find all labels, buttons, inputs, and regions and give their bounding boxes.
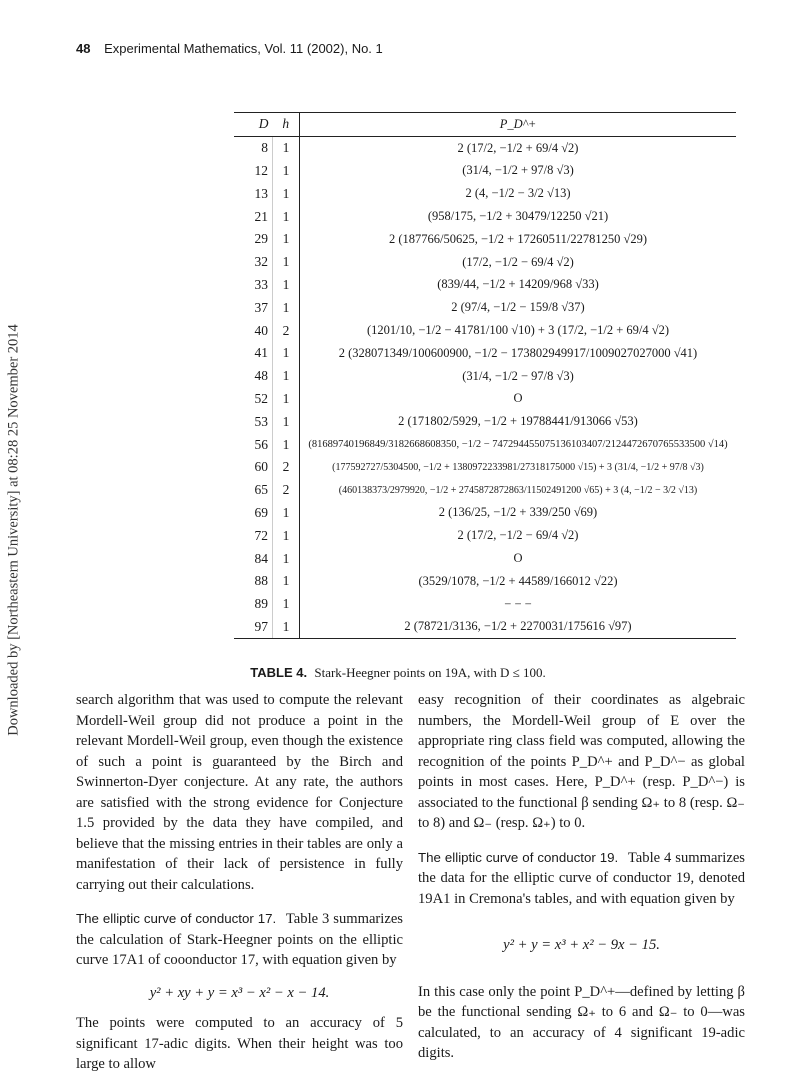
journal-title: Experimental Mathematics, Vol. 11 (2002), No. 1 bbox=[104, 41, 383, 56]
cell-point: O bbox=[300, 388, 737, 411]
cell-point: 2 (171802/5929, −1/2 + 19788441/913066 √53) bbox=[300, 410, 737, 433]
cell-h: 1 bbox=[282, 527, 290, 543]
table-row bbox=[234, 342, 736, 365]
paragraph bbox=[418, 848, 745, 910]
cell-d: 89 bbox=[234, 593, 273, 616]
table-row bbox=[234, 136, 736, 159]
table-row bbox=[234, 319, 736, 342]
cell-point: O bbox=[300, 547, 737, 570]
cell-point: 2 (17/2, −1/2 + 69/4 √2) bbox=[300, 136, 737, 159]
equation: y² + y = x³ + x² − 9x − 15. bbox=[503, 937, 660, 953]
col-header-point: P_D^+ bbox=[300, 113, 737, 137]
table-row bbox=[234, 524, 736, 547]
cell-h: 1 bbox=[282, 504, 290, 520]
cell-point: (3529/1078, −1/2 + 44589/166012 √22) bbox=[300, 570, 737, 593]
section-heading: The elliptic curve of conductor 19. bbox=[418, 849, 619, 865]
cell-h: 1 bbox=[282, 254, 290, 270]
cell-h: 1 bbox=[282, 140, 290, 156]
cell-point: 2 (187766/50625, −1/2 + 17260511/22781250 √29) bbox=[300, 228, 737, 251]
table-row bbox=[234, 365, 736, 388]
cell-point: (1201/10, −1/2 − 41781/100 √10) + 3 (17/2, −1/2 + 69/4 √2) bbox=[300, 319, 737, 342]
cell-point: 2 (4, −1/2 − 3/2 √13) bbox=[300, 182, 737, 205]
cell-h: 1 bbox=[282, 368, 290, 384]
cell-h: 1 bbox=[282, 573, 290, 589]
cell-h: 1 bbox=[282, 345, 290, 361]
cell-h: 1 bbox=[282, 413, 290, 429]
table-row bbox=[234, 251, 736, 274]
paragraph-text: Table 4 summarizes the data for the elliptic curve of conductor 19, denoted 19A1 in Cremona's tables, and with equation given by bbox=[418, 849, 745, 907]
cell-point: (31/4, −1/2 + 97/8 √3) bbox=[300, 160, 737, 183]
cell-d: 72 bbox=[234, 524, 273, 547]
table-row bbox=[234, 388, 736, 411]
download-watermark bbox=[4, 324, 24, 736]
stark-heegner-table bbox=[234, 112, 736, 639]
table-caption bbox=[0, 665, 796, 681]
cell-point: (177592727/5304500, −1/2 + 1380972233981/27318175000 √15) + 3 (31/4, −1/2 + 97/8 √3) bbox=[300, 456, 737, 479]
page-number: 48 bbox=[76, 41, 91, 56]
cell-d: 53 bbox=[234, 410, 273, 433]
cell-d: 48 bbox=[234, 365, 273, 388]
cell-point: 2 (136/25, −1/2 + 339/250 √69) bbox=[300, 502, 737, 525]
cell-point: (839/44, −1/2 + 14209/968 √33) bbox=[300, 274, 737, 297]
cell-point: 2 (328071349/100600900, −1/2 − 173802949917/1009027027000 √41) bbox=[300, 342, 737, 365]
cell-h: 2 bbox=[282, 322, 290, 338]
cell-h: 1 bbox=[282, 390, 290, 406]
table-row bbox=[234, 479, 736, 502]
caption-text: Stark-Heegner points on 19A, with D ≤ 100. bbox=[314, 665, 546, 680]
watermark-text: Downloaded by [Northeastern University] at 08:28 25 November 2014 bbox=[5, 324, 22, 736]
cell-h: 1 bbox=[282, 185, 290, 201]
table-row bbox=[234, 410, 736, 433]
cell-d: 56 bbox=[234, 433, 273, 456]
cell-d: 41 bbox=[234, 342, 273, 365]
cell-d: 88 bbox=[234, 570, 273, 593]
cell-point: (31/4, −1/2 − 97/8 √3) bbox=[300, 365, 737, 388]
cell-d: 40 bbox=[234, 319, 273, 342]
cell-d: 65 bbox=[234, 479, 273, 502]
cell-d: 8 bbox=[234, 136, 273, 159]
cell-point: (81689740196849/3182668608350, −1/2 − 747294455075136103407/2124472670765533500 √14) bbox=[300, 433, 737, 456]
table-row bbox=[234, 502, 736, 525]
cell-d: 29 bbox=[234, 228, 273, 251]
running-header bbox=[76, 41, 383, 56]
cell-point: (958/175, −1/2 + 30479/12250 √21) bbox=[300, 205, 737, 228]
cell-point: 2 (78721/3136, −1/2 + 2270031/175616 √97) bbox=[300, 616, 737, 639]
cell-point: (460138373/2979920, −1/2 + 2745872872863/11502491200 √65) + 3 (4, −1/2 − 3/2 √13) bbox=[300, 479, 737, 502]
cell-d: 60 bbox=[234, 456, 273, 479]
paragraph bbox=[76, 909, 403, 971]
table-row bbox=[234, 616, 736, 639]
table-row bbox=[234, 228, 736, 251]
paragraph: easy recognition of their coordinates as algebraic numbers, the Mordell-Weil group of E over the appropriate ring class field was computed, allowing the recognition of the points P_D^+ and P_D^− as global points in most cases. Here, P_D^+ (resp. P_D^−) is associated to the functional β sending Ω₊ to 8 (resp. Ω₋ to 8) and Ω₋ (resp. Ω₊) to 0. bbox=[418, 692, 745, 831]
cell-point: − − − bbox=[300, 593, 737, 616]
table-row bbox=[234, 570, 736, 593]
caption-label: TABLE 4. bbox=[250, 665, 308, 680]
paragraph: search algorithm that was used to compute the relevant Mordell-Weil group did not produce a point in the relevant Mordell-Weil group, even though the existence of such a point is guaranteed by the Birch and Swinnerton-Dyer conjecture. At any rate, the authors are satisfied with the strong evidence for Conjecture 1.5 provided by the data they have compiled, and believe that the missing entries in their tables are only a manifestation of their lack of persistence in fully carrying out their calculations. bbox=[76, 692, 403, 893]
cell-point: 2 (97/4, −1/2 − 159/8 √37) bbox=[300, 296, 737, 319]
cell-d: 32 bbox=[234, 251, 273, 274]
cell-point: (17/2, −1/2 − 69/4 √2) bbox=[300, 251, 737, 274]
table-row bbox=[234, 274, 736, 297]
cell-d: 13 bbox=[234, 182, 273, 205]
cell-d: 52 bbox=[234, 388, 273, 411]
cell-h: 1 bbox=[282, 231, 290, 247]
right-column bbox=[418, 690, 745, 1078]
table-row bbox=[234, 205, 736, 228]
table-row bbox=[234, 547, 736, 570]
cell-h: 2 bbox=[282, 459, 290, 475]
paragraph: The points were computed to an accuracy of 5 significant 17-adic digits. When their height was too large to allow bbox=[76, 1015, 403, 1072]
equation: y² + xy + y = x³ − x² − x − 14. bbox=[149, 984, 330, 1001]
left-column bbox=[76, 690, 403, 1089]
cell-h: 1 bbox=[282, 299, 290, 315]
table-row bbox=[234, 456, 736, 479]
table-row bbox=[234, 433, 736, 456]
cell-h: 1 bbox=[282, 596, 290, 612]
paragraph: In this case only the point P_D^+—defined by letting β be the functional sending Ω₊ to 6 and Ω₋ to 0—was calculated, to an accuracy of 4 significant 19-adic digits. bbox=[418, 983, 745, 1061]
col-header-h: h bbox=[273, 113, 300, 137]
table-row bbox=[234, 593, 736, 616]
cell-d: 37 bbox=[234, 296, 273, 319]
cell-d: 84 bbox=[234, 547, 273, 570]
cell-d: 12 bbox=[234, 160, 273, 183]
cell-h: 1 bbox=[273, 616, 300, 639]
paragraph-text: Table 3 summarizes the calculation of Stark-Heegner points on the elliptic curve 17A1 of cooonductor 17, with equation given by bbox=[76, 911, 403, 968]
table-row bbox=[234, 160, 736, 183]
cell-h: 1 bbox=[282, 276, 290, 292]
cell-h: 2 bbox=[282, 482, 290, 498]
table-row bbox=[234, 182, 736, 205]
table-header-row bbox=[234, 113, 736, 137]
cell-h: 1 bbox=[282, 436, 290, 452]
cell-h: 1 bbox=[282, 550, 290, 566]
section-heading: The elliptic curve of conductor 17. bbox=[76, 911, 277, 926]
cell-d: 21 bbox=[234, 205, 273, 228]
table-row bbox=[234, 296, 736, 319]
cell-point: 2 (17/2, −1/2 − 69/4 √2) bbox=[300, 524, 737, 547]
cell-d: 97 bbox=[234, 616, 273, 639]
cell-d: 69 bbox=[234, 502, 273, 525]
cell-h: 1 bbox=[282, 208, 290, 224]
cell-d: 33 bbox=[234, 274, 273, 297]
cell-h: 1 bbox=[282, 162, 290, 178]
col-header-d: D bbox=[234, 113, 273, 137]
